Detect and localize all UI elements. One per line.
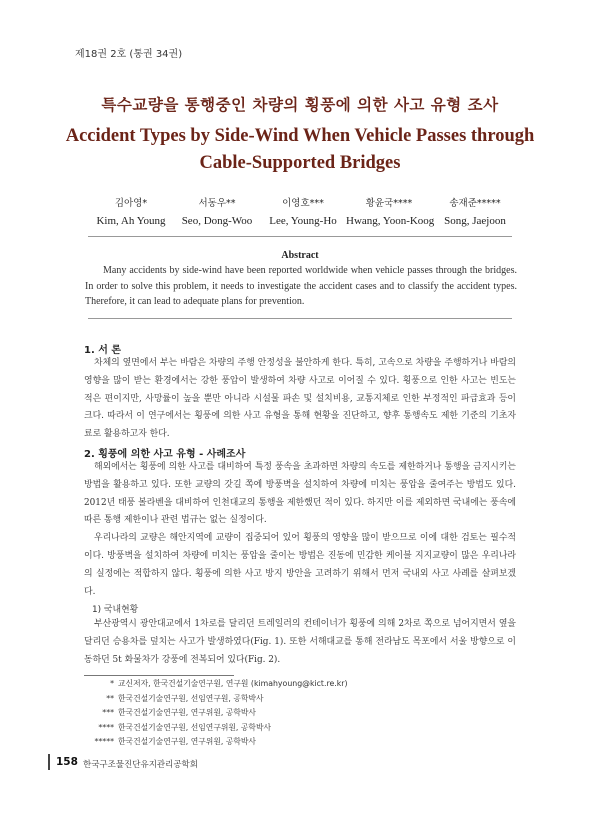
author-name-ko: 송재준***** xyxy=(449,198,501,209)
page-number: 158 xyxy=(56,756,78,768)
footnote-text: 한국건설기술연구원, 연구위원, 공학박사 xyxy=(118,708,256,717)
paragraph: 부산광역시 광안대교에서 1차로를 달리던 트레일러의 컨테이너가 횡풍에 의해 2차로 쪽으로 넘어지면서 옆을 달리던 승용차를 덮치는 사고가 발생하였다(Fig. 1). 또한 서해대교를 통해 전라남도 목포에서 서울 방향으로 이동하던 5t 화물차가 강풍에 전복되어 있다(Fig. 2). xyxy=(84,619,516,665)
footnote xyxy=(84,677,348,692)
footnote-mark: ***** xyxy=(94,737,114,746)
footnote-rule xyxy=(84,675,234,676)
footnote-mark: ** xyxy=(106,693,114,703)
author-name-ko: 김아영* xyxy=(114,198,148,209)
volume-info: 제18권 2호 (통권 34권) xyxy=(75,49,183,60)
abstract-text: Many accidents by side-wind have been reported worldwide when vehicle passes through the bridges. In order to solve this problem, it needs to investigate the accident cases and to classify the accident types. Therefore, it can lead to adequate plans for prevention. xyxy=(85,265,517,307)
author-name-ko: 서동우** xyxy=(198,198,236,209)
footnotes xyxy=(84,677,348,750)
author-name-en: Hwang, Yoon-Koog xyxy=(346,215,435,227)
footnote xyxy=(84,735,348,750)
abstract-bottom-rule xyxy=(88,318,512,319)
footnote-mark: *** xyxy=(102,708,114,717)
section-1-body xyxy=(84,355,516,444)
korean-title: 특수교량을 통행중인 차량의 횡풍에 의한 사고 유형 조사 xyxy=(101,96,499,114)
footnote-text: 한국건설기술연구원, 연구위원, 공학박사 xyxy=(118,737,256,746)
footnote-mark: * xyxy=(110,679,114,688)
authors-english xyxy=(88,215,518,227)
journal-name: 한국구조물진단유지관리공학회 xyxy=(83,760,198,770)
section-1-heading: 1. 서 론 xyxy=(84,345,122,356)
footnote-text: 한국건설기술연구원, 선임연구원, 공학박사 xyxy=(118,693,264,703)
author-name-en: Song, Jaejoon xyxy=(444,215,506,227)
english-title: Accident Types by Side-Wind When Vehicle Passes through Cable-Supported Bridges xyxy=(65,126,535,173)
paragraph: 해외에서는 횡풍에 의한 사고를 대비하여 특정 풍속을 초과하면 차량의 속도를 제한하거나 통행을 금지시키는 방법을 활용하고 있다. 또한 교량의 갓길 쪽에 방풍벽을 설치하여 차량에 미치는 풍압을 줄여주는 방법도 있다. 2012년 태풍 볼라벤을 대비하여 인천대교의 통행을 제한했던 적이 있다. 하지만 이를 제외하면 국내에는 풍속에 따른 통행 제한이나 관련 법규는 없는 실정이다. xyxy=(84,462,516,526)
section-2-heading: 2. 횡풍에 의한 사고 유형 - 사례조사 xyxy=(84,449,246,460)
page-marker-bar xyxy=(48,754,50,770)
author-name-ko: 황윤국**** xyxy=(365,198,413,209)
footnote xyxy=(84,706,348,721)
authors-korean xyxy=(88,195,518,209)
abstract-top-rule xyxy=(88,236,512,237)
paragraph: 우리나라의 교량은 해안지역에 교량이 집중되어 있어 횡풍의 영향을 많이 받으므로 이에 대한 검토는 필수적이다. 방풍벽을 설치하여 차량에 미치는 풍압을 줄이는 방법은 진동에 민감한 케이블 지지교량이 많은 우리나라의 실정에는 적합하지 않다. 횡풍에 의한 사고 방지 방안을 고려하기 위해서 먼저 국내외 사고 사례를 살펴보겠다. xyxy=(84,533,516,597)
subsection-heading: 1) 국내현황 xyxy=(92,605,139,615)
author-name-en: Lee, Young-Ho xyxy=(269,215,337,227)
section-2-body xyxy=(84,459,516,601)
paragraph: 차체의 옆면에서 부는 바람은 차량의 주행 안정성을 불안하게 한다. 특히, 고속으로 차량을 주행하거나 바람의 영향을 많이 받는 환경에서는 강한 풍압이 발생하여 차량 사고로 이어질 수 있다. 횡풍으로 인한 사고는 빈도는 적은 편이지만, 사망률이 높을 뿐만 아니라 시설물 파손 및 설치비용, 교통지체로 인한 부정적인 파급효과 등이 크다. 따라서 이 연구에서는 횡풍에 의한 사고 유형을 통해 현황을 진단하고, 향후 통행속도 제한 기준의 기초자료로 활용하고자 한다. xyxy=(84,358,516,440)
author-name-en: Kim, Ah Young xyxy=(96,215,166,227)
footnote-text: 교신저자, 한국건설기술연구원, 연구원 (kimahyoung@kict.re.kr) xyxy=(118,679,348,688)
subsection-body xyxy=(84,616,516,669)
author-name-ko: 이영호*** xyxy=(282,198,324,209)
abstract-title: Abstract xyxy=(281,250,319,261)
footnote xyxy=(84,692,348,707)
footnote-mark: **** xyxy=(98,722,114,732)
author-name-en: Seo, Dong-Woo xyxy=(181,215,253,227)
footnote xyxy=(84,721,348,736)
footnote-text: 한국건설기술연구원, 선임연구위원, 공학박사 xyxy=(118,722,272,732)
